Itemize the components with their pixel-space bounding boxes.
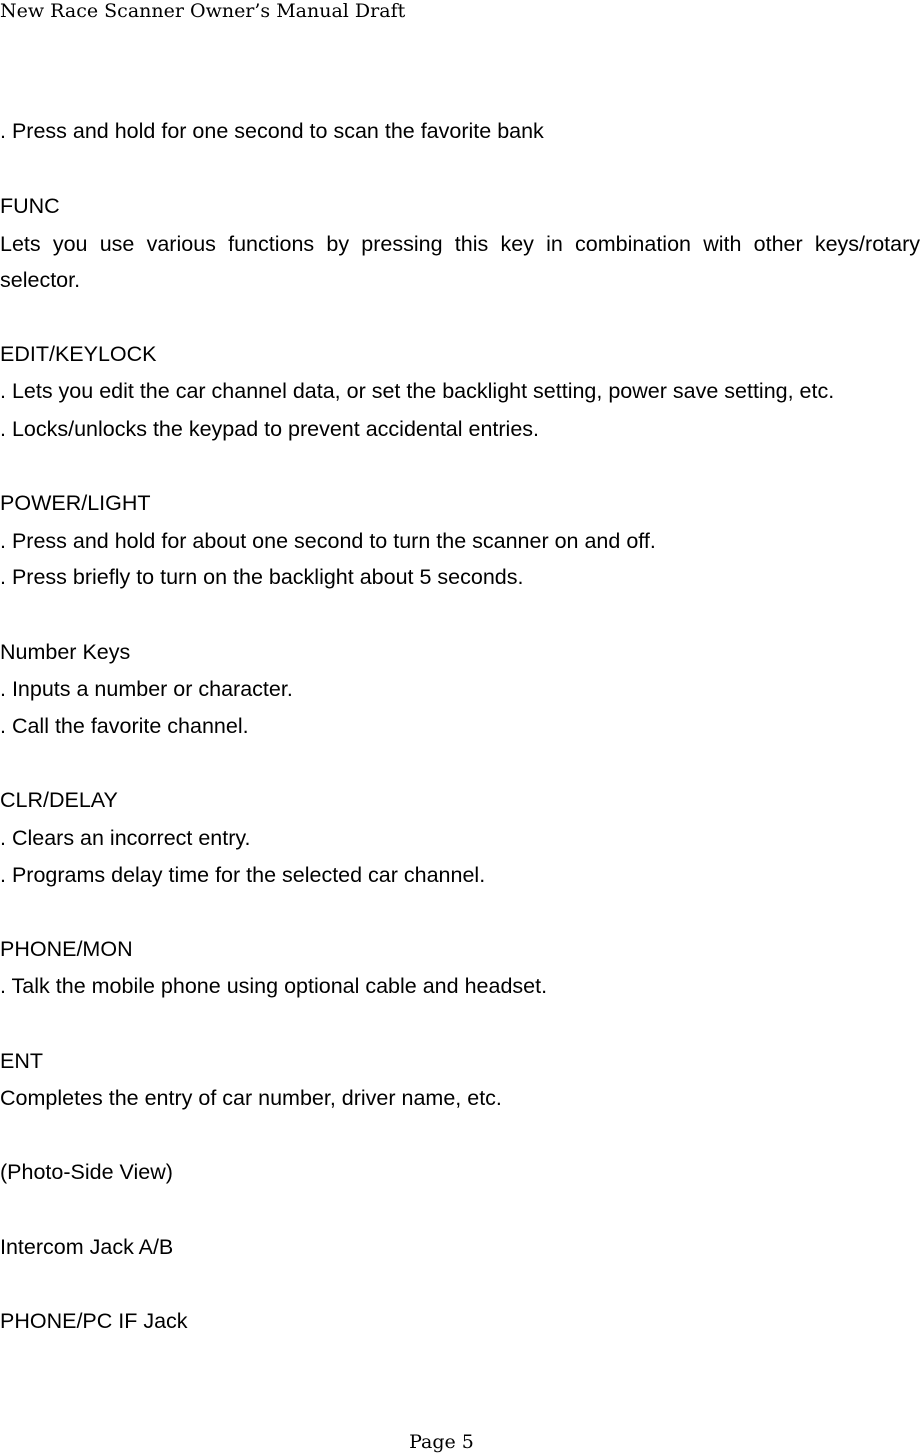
- func-description-line-1: Lets you use various functions by pressing this key in combination with other keys/rotary: [0, 232, 920, 256]
- edit-keylock-item-2: . Locks/unlocks the keypad to prevent accidental entries.: [0, 417, 540, 441]
- number-keys-item-2: . Call the favorite channel.: [0, 714, 249, 738]
- favorite-bank-instruction: . Press and hold for one second to scan the favorite bank: [0, 119, 544, 143]
- ent-description: Completes the entry of car number, driver name, etc.: [0, 1086, 502, 1110]
- intercom-jack-label: Intercom Jack A/B: [0, 1235, 174, 1259]
- document-header: New Race Scanner Owner’s Manual Draft: [0, 0, 406, 22]
- edit-keylock-heading: EDIT/KEYLOCK: [0, 342, 157, 366]
- page-number: Page 5: [409, 1431, 474, 1453]
- number-keys-item-1: . Inputs a number or character.: [0, 677, 293, 701]
- clr-delay-item-2: . Programs delay time for the selected car channel.: [0, 863, 486, 887]
- clr-delay-item-1: . Clears an incorrect entry.: [0, 826, 251, 850]
- power-light-item-1: . Press and hold for about one second to turn the scanner on and off.: [0, 529, 656, 553]
- phone-mon-heading: PHONE/MON: [0, 937, 133, 961]
- number-keys-heading: Number Keys: [0, 640, 131, 664]
- edit-keylock-item-1: . Lets you edit the car channel data, or set the backlight setting, power save setting, etc.: [0, 379, 835, 403]
- ent-heading: ENT: [0, 1049, 43, 1073]
- photo-side-view-label: (Photo-Side View): [0, 1160, 173, 1184]
- power-light-item-2: . Press briefly to turn on the backlight about 5 seconds.: [0, 565, 524, 589]
- phone-mon-item-1: . Talk the mobile phone using optional cable and headset.: [0, 974, 548, 998]
- power-light-heading: POWER/LIGHT: [0, 491, 151, 515]
- func-heading: FUNC: [0, 194, 60, 218]
- func-description-line-2: selector.: [0, 268, 81, 292]
- clr-delay-heading: CLR/DELAY: [0, 788, 118, 812]
- phone-pc-jack-label: PHONE/PC IF Jack: [0, 1309, 188, 1333]
